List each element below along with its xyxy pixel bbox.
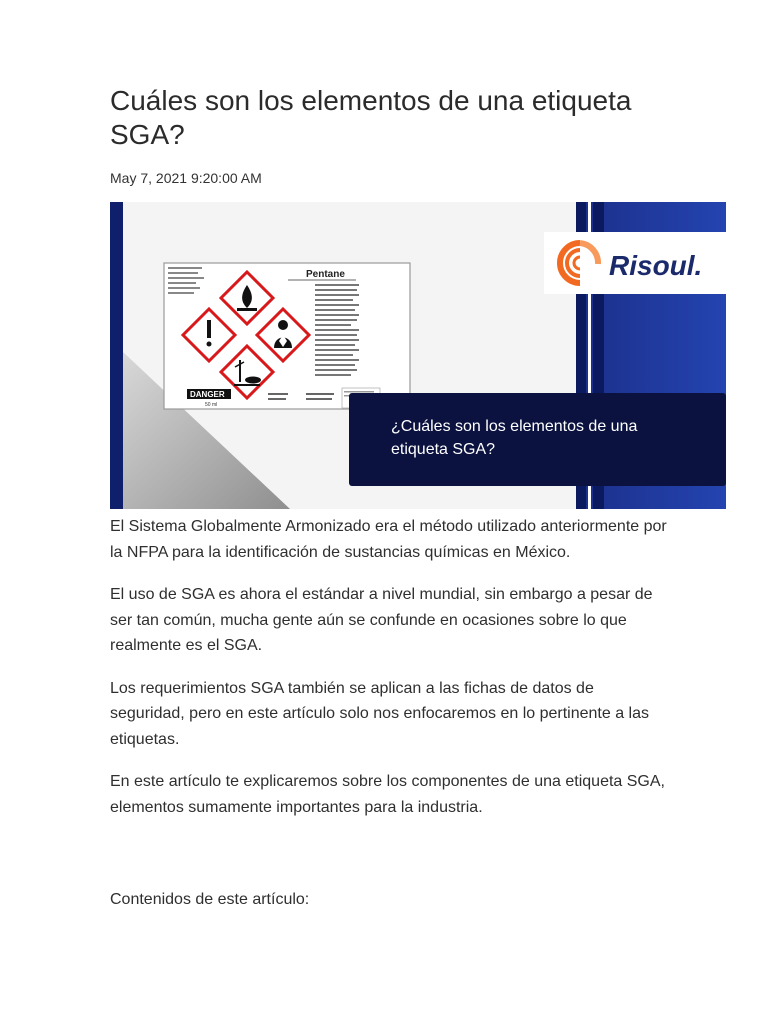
paragraph: En este artículo te explicaremos sobre los componentes de una etiqueta SGA, elementos sumamente importantes para la industria. [110, 773, 665, 816]
article-body [110, 514, 670, 837]
risoul-wordmark: Risoul. [609, 250, 703, 281]
left-navy-bar [110, 202, 123, 509]
hero-caption-line2: etiqueta SGA? [391, 441, 496, 458]
ghs-label-card [164, 263, 410, 409]
hero-caption-box [349, 393, 726, 486]
label-product-name: Pentane [306, 269, 345, 280]
paragraph: El Sistema Globalmente Armonizado era el método utilizado anteriormente por la NFPA para la identificación de sustancias químicas en México. [110, 518, 667, 561]
hero-image [110, 202, 726, 509]
hero-caption-line1: ¿Cuáles son los elementos de una [391, 418, 638, 435]
article-header [110, 84, 670, 186]
risoul-logo [544, 232, 726, 294]
publish-date: May 7, 2021 9:20:00 AM [110, 170, 262, 186]
toc-heading: Contenidos de este artículo: [110, 891, 310, 908]
paragraph: El uso de SGA es ahora el estándar a nivel mundial, sin embargo a pesar de ser tan común, mucha gente aún se confunde en ocasiones sobre lo que realmente es el SGA. [110, 586, 653, 654]
label-volume: 50 ml [205, 402, 218, 408]
paragraph: Los requerimientos SGA también se aplican a las fichas de datos de seguridad, pero en este artículo solo nos enfocaremos en lo pertinente a las etiquetas. [110, 679, 649, 748]
page-title: Cuáles son los elementos de una etiqueta SGA? [110, 85, 632, 150]
label-signal-word: DANGER [190, 390, 225, 399]
